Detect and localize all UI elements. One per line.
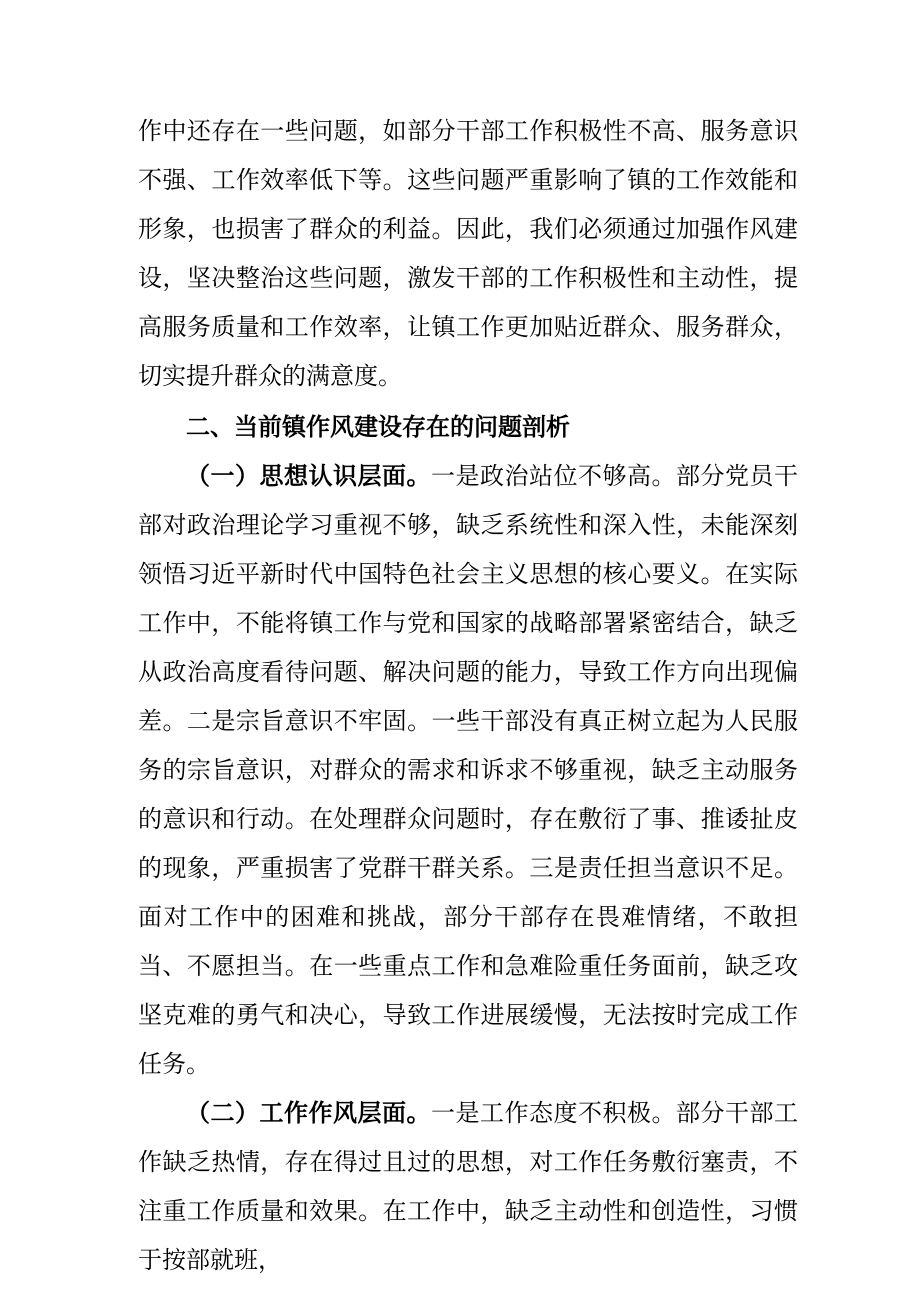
subsection-work-style (138, 1089, 798, 1285)
subsection-body: 一是工作态度不积极。部分干部工作缺乏热情，存在得过且过的思想，对工作任务敷衍塞责，不注重工作质量和效果。在工作中，缺乏主动性和创造性，习惯于按部就班， (138, 1099, 798, 1274)
section-heading: 二、当前镇作风建设存在的问题剖析 (186, 413, 570, 441)
subsection-thinking (138, 452, 798, 1089)
subsection-body: 一是政治站位不够高。部分党员干部对政治理论学习重视不够，缺乏系统性和深入性，未能深刻领悟习近平新时代中国特色社会主义思想的核心要义。在实际工作中，不能将镇工作与党和国家的战略部署紧密结合，缺乏从政治高度看待问题、解决问题的能力，导致工作方向出现偏差。二是宗旨意识不牢固。一些干部没有真正树立起为人民服务的宗旨意识，对群众的需求和诉求不够重视，缺乏主动服务的意识和行动。在处理群众问题时，存在敷衍了事、推诿扯皮的现象，严重损害了党群干群关系。三是责任担当意识不足。面对工作中的困难和挑战，部分干部存在畏难情绪，不敢担当、不愿担当。在一些重点工作和急难险重任务面前，缺乏攻坚克难的勇气和决心，导致工作进展缓慢，无法按时完成工作任务。 (138, 462, 798, 1078)
subsection-lead: （一）思想认识层面。 (186, 462, 431, 490)
subsection-lead: （二）工作作风层面。 (186, 1099, 431, 1127)
document-page (138, 107, 798, 1285)
paragraph-continuation: 作中还存在一些问题，如部分干部工作积极性不高、服务意识不强、工作效率低下等。这些问题严重影响了镇的工作效能和形象，也损害了群众的利益。因此，我们必须通过加强作风建设，坚决整治这些问题，激发干部的工作积极性和主动性，提高服务质量和工作效率，让镇工作更加贴近群众、服务群众，切实提升群众的满意度。 (138, 117, 798, 390)
